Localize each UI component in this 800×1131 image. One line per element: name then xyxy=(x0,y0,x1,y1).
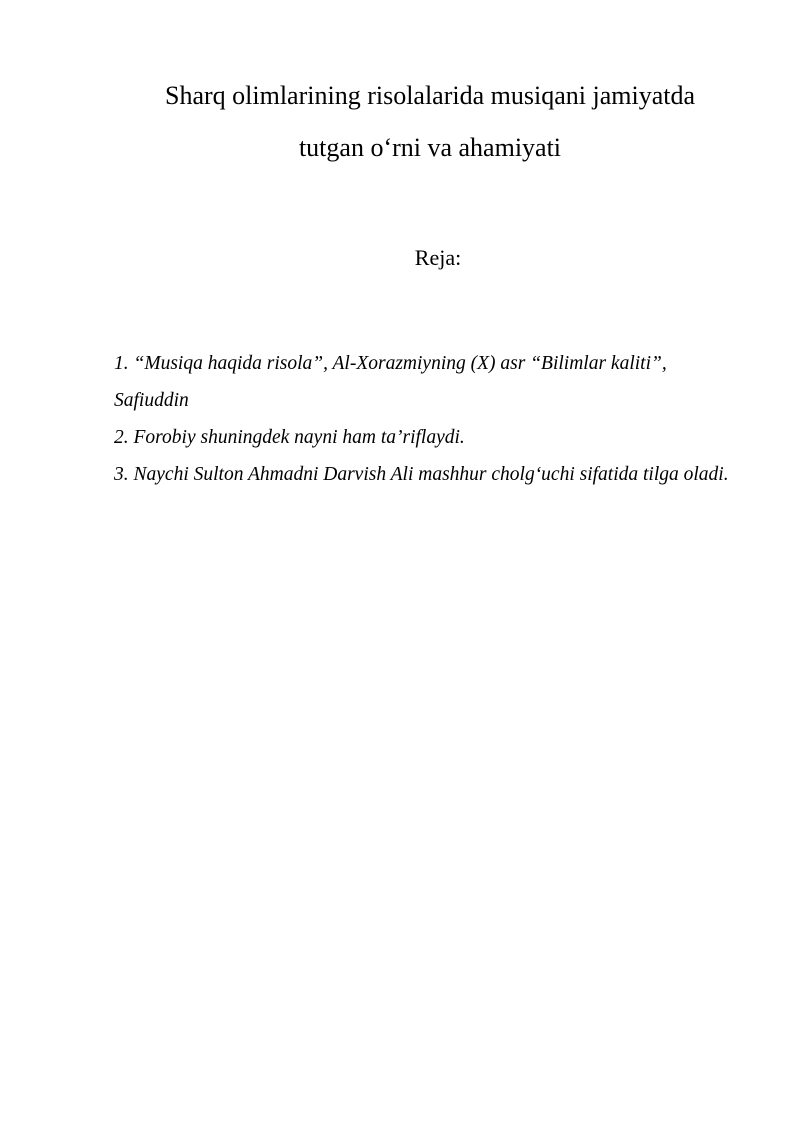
plan-item xyxy=(114,419,744,456)
plan-list xyxy=(114,345,744,493)
plan-item-text: “Musiqa haqida risola”, Al-Xorazmiyning (X) asr “Bilimlar kaliti”, Safiuddin xyxy=(114,353,667,411)
plan-item-number: 3. xyxy=(114,464,129,485)
plan-item-number: 1. xyxy=(114,353,129,374)
plan-item-text: Forobiy shuningdek nayni ham ta’riflaydi. xyxy=(133,427,465,448)
plan-heading: Reja: xyxy=(414,245,462,270)
title-line-2: tutgan o‘rni va ahamiyati xyxy=(298,133,562,162)
document-title xyxy=(100,70,760,174)
plan-item-text: Naychi Sulton Ahmadni Darvish Ali mashhur cholg‘uchi sifatida tilga oladi. xyxy=(133,464,729,485)
plan-item xyxy=(114,345,744,419)
plan-item-number: 2. xyxy=(114,427,129,448)
plan-item xyxy=(114,456,744,493)
title-line-1: Sharq olimlarining risolalarida musiqani jamiyatda xyxy=(165,81,695,110)
